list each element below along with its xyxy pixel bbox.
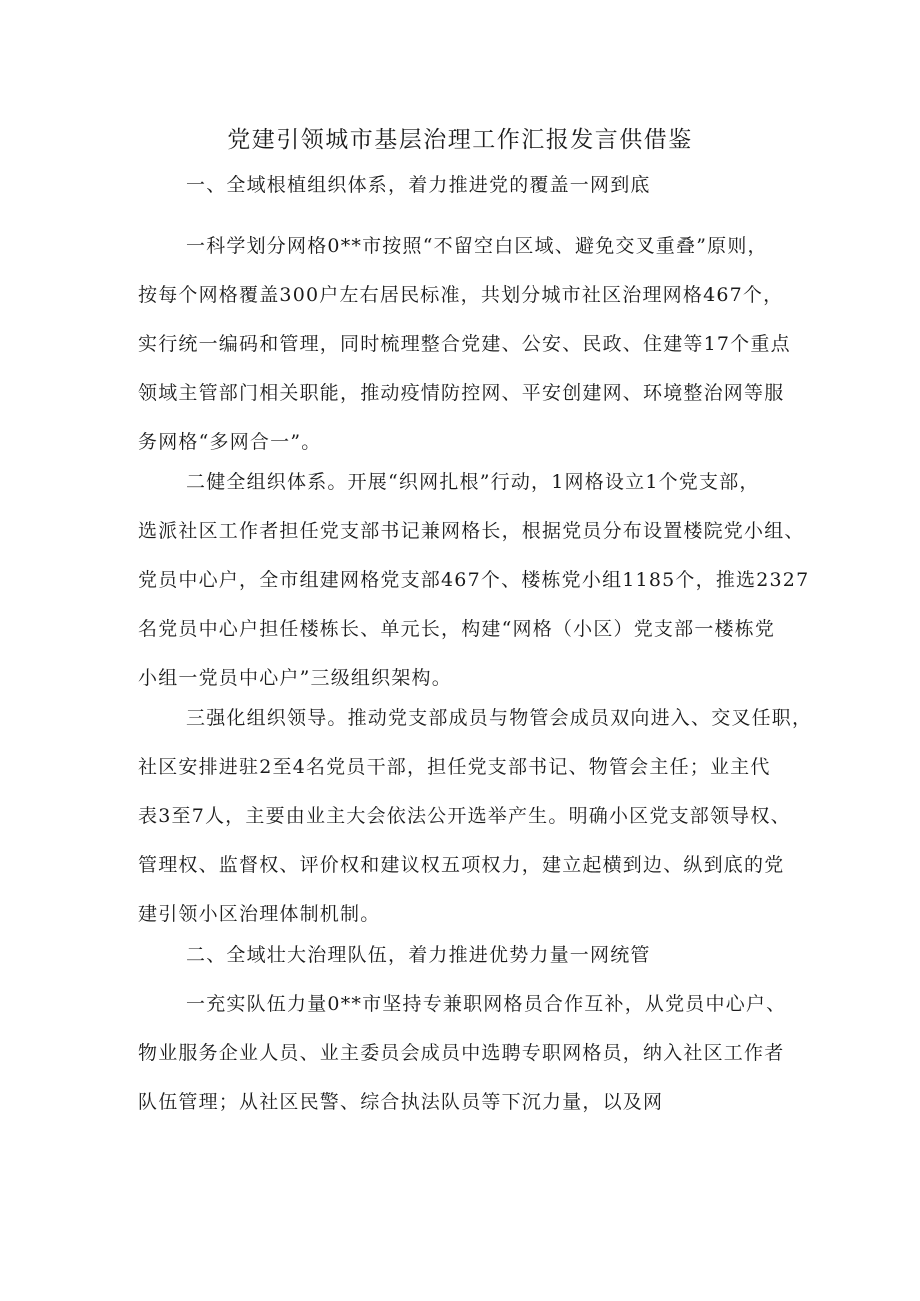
paragraph-line: 社区安排进驻2至4名党员干部，担任党支部书记、物管会主任；业主代: [138, 756, 771, 778]
paragraph-line: 党员中心户，全市组建网格党支部467个、楼栋党小组1185个，推选2327: [138, 569, 810, 591]
paragraph-line: 选派社区工作者担任党支部书记兼网格长，根据党员分布设置楼院党小组、: [138, 520, 805, 542]
section-heading-1: 一、全域根植组织体系，着力推进党的覆盖一网到底: [186, 174, 651, 196]
section-heading-2: 二、全域壮大治理队伍，着力推进优势力量一网统管: [186, 944, 651, 966]
document-title: 党建引领城市基层治理工作汇报发言供借鉴: [227, 127, 693, 153]
paragraph-line: 务网格“多网合一”。: [138, 431, 322, 453]
paragraph-line: 建引领小区治理体制机制。: [138, 903, 381, 925]
paragraph-organization-system: [138, 458, 810, 703]
paragraph-line: 小组一党员中心户”三级组织架构。: [138, 667, 452, 689]
paragraph-line: 一充实队伍力量0**市坚持专兼职网格员合作互补，从党员中心户、: [186, 993, 787, 1015]
paragraph-team-strength: [138, 980, 798, 1127]
paragraph-organization-leadership: [138, 694, 813, 939]
paragraph-line: 领域主管部门相关职能，推动疫情防控网、平安创建网、环境整治网等服: [138, 382, 785, 404]
paragraph-line: 一科学划分网格0**市按照“不留空白区域、避免交叉重叠”原则，: [186, 235, 768, 257]
paragraph-line: 管理权、监督权、评价权和建议权五项权力，建立起横到边、纵到底的党: [138, 854, 785, 876]
paragraph-line: 物业服务企业人员、业主委员会成员中选聘专职网格员，纳入社区工作者: [138, 1042, 785, 1064]
paragraph-line: 名党员中心户担任楼栋长、单元长，构建“网格（小区）党支部一楼栋党: [138, 618, 776, 640]
paragraph-line: 实行统一编码和管理，同时梳理整合党建、公安、民政、住建等17个重点: [138, 333, 791, 355]
paragraph-line: 表3至7人，主要由业主大会依法公开选举产生。明确小区党支部领导权、: [138, 805, 791, 827]
paragraph-line: 二健全组织体系。开展“织网扎根”行动，1网格设立1个党支部，: [186, 471, 760, 493]
paragraph-line: 按每个网格覆盖300户左右居民标准，共划分城市社区治理网格467个，: [138, 284, 784, 306]
paragraph-line: 三强化组织领导。推动党支部成员与物管会成员双向进入、交叉任职，: [186, 707, 813, 729]
paragraph-line: 队伍管理；从社区民警、综合执法队员等下沉力量，以及网: [138, 1091, 664, 1113]
paragraph-grid-division: [138, 222, 798, 467]
